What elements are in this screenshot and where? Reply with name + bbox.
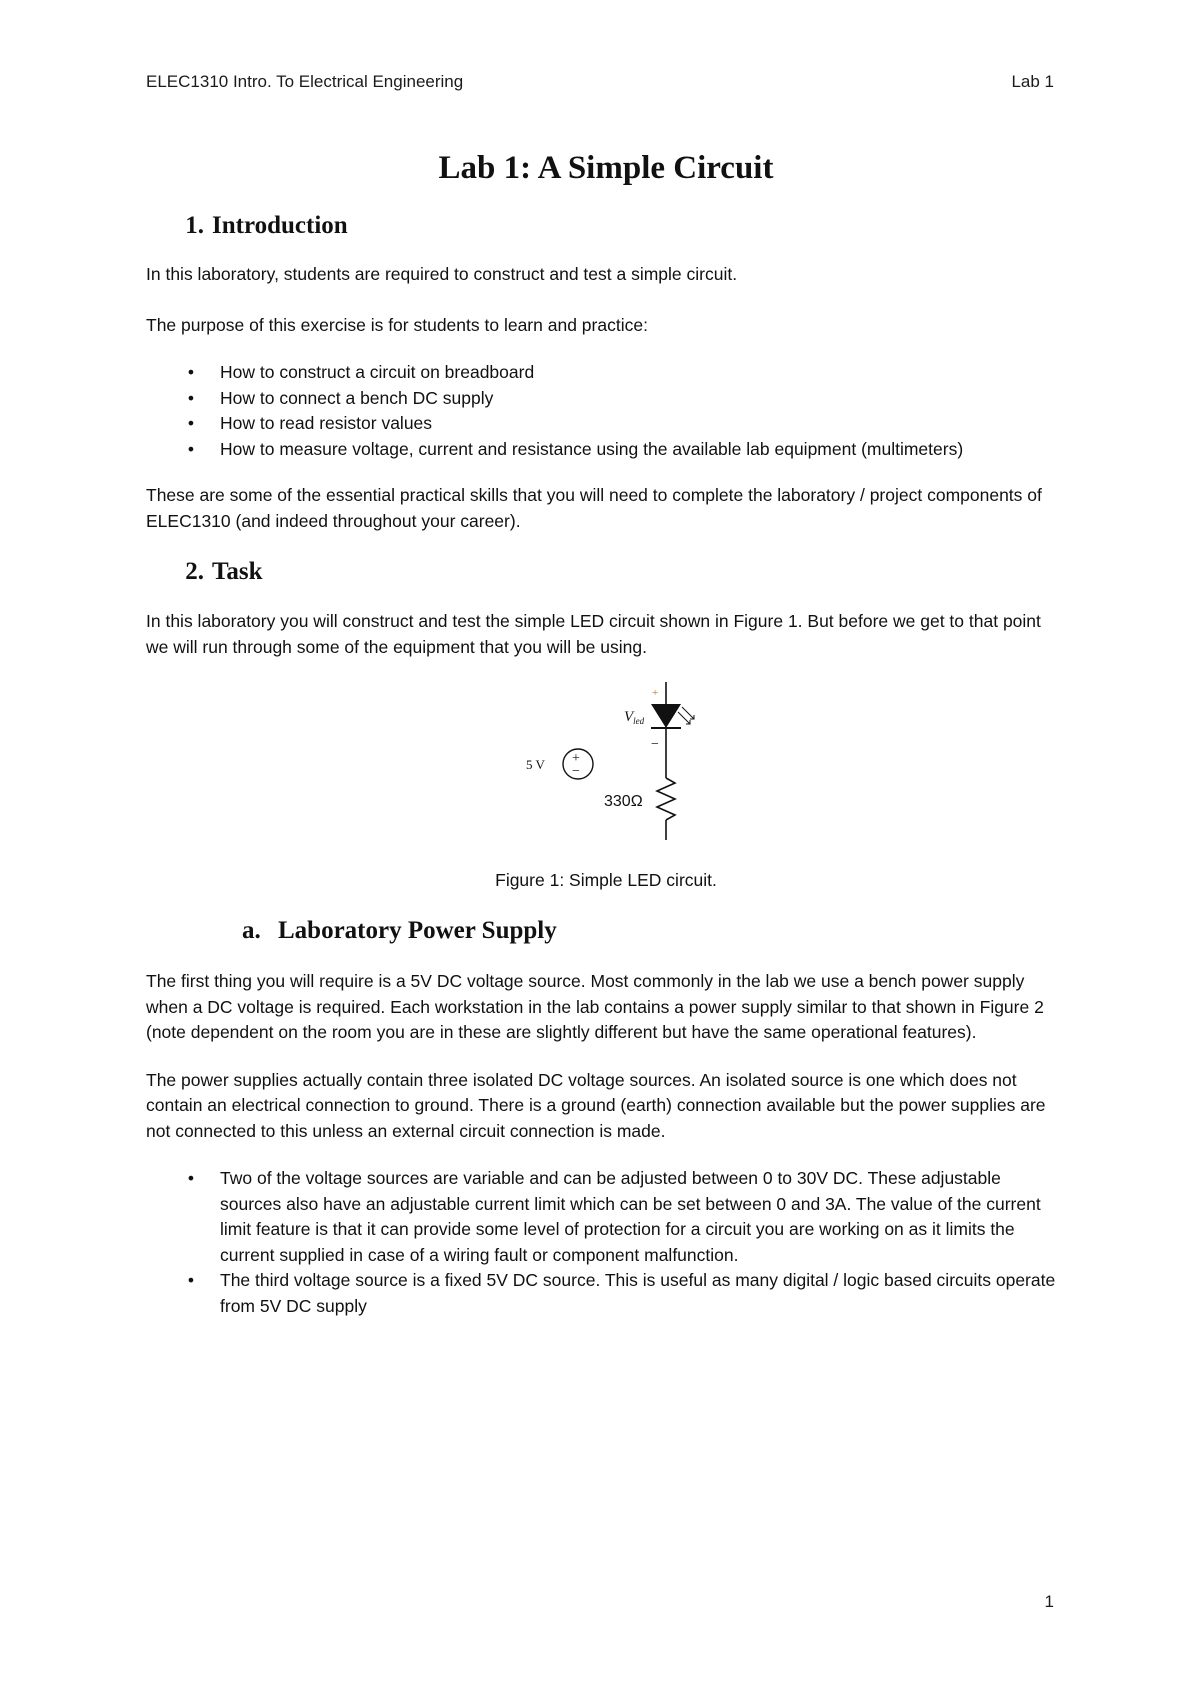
- intro-paragraph-2: The purpose of this exercise is for students to learn and practice:: [146, 314, 648, 335]
- list-item: • The third voltage source is a fixed 5V DC source. This is useful as many digital / logic based circuits operate from 5V DC supply: [146, 1268, 1066, 1319]
- source-plus-label: +: [572, 751, 580, 766]
- list-item: • How to read resistor values: [146, 411, 1066, 437]
- section-introduction-heading: [146, 210, 1066, 242]
- resistor-icon: [657, 778, 675, 820]
- intro-bullet-list: [146, 360, 1066, 462]
- resistor-label: 330Ω: [604, 793, 643, 810]
- led-voltage-label: $V_{led}$: [624, 709, 645, 726]
- list-item: • How to connect a bench DC supply: [146, 386, 1066, 412]
- source-minus-label: −: [572, 764, 580, 779]
- running-header: [146, 72, 1054, 92]
- bullet-icon: •: [187, 1270, 195, 1290]
- list-item: • Two of the voltage sources are variable and can be adjusted between 0 to 30V DC. These adjustable sources also have an adjustable current limit which can be set between 0 and 3A. The value of the current limit feature is that it can provide some level of protection for a circuit you are working on as it limits the current supplied in case of a wiring fault or component malfunction.: [146, 1166, 1066, 1268]
- intro-paragraph-1: In this laboratory, students are required to construct and test a simple circuit.: [146, 264, 738, 284]
- header-lab-label: Lab 1: [1011, 72, 1054, 91]
- section-title: Task: [212, 558, 263, 585]
- list-item: • How to construct a circuit on breadboard: [146, 360, 1066, 386]
- power-paragraph-1: The first thing you will require is a 5V DC voltage source. Most commonly in the lab we use a bench power supply when a DC voltage is required. Each workstation in the lab contains a power supply similar to that shown in Figure 2 (note dependent on the room you are in these are slightly different but have the same operational features).: [146, 971, 1044, 1042]
- bullet-icon: •: [187, 362, 195, 382]
- power-paragraph-2: The power supplies actually contain three isolated DC voltage sources. An isolated source is one which does not contain an electrical connection to ground. There is a ground (earth) connection available but the power supplies are not connected to this unless an external circuit connection is made.: [146, 1069, 1046, 1141]
- figure-led-circuit: [146, 676, 1066, 856]
- section-number: 2.: [185, 558, 204, 585]
- figure-caption: Figure 1: Simple LED circuit.: [495, 870, 717, 890]
- bullet-icon: •: [187, 387, 195, 408]
- source-voltage-label: 5 V: [526, 757, 545, 772]
- subsection-letter: a.: [242, 917, 261, 944]
- intro-paragraph-3: These are some of the essential practical skills that you will need to complete the laboratory / project components of ELEC1310 (and indeed throughout your career).: [146, 485, 1042, 531]
- led-icon: [651, 704, 681, 728]
- section-number: 1.: [185, 212, 204, 239]
- document-title: Lab 1: A Simple Circuit: [438, 150, 774, 186]
- document-body: [146, 146, 1066, 1319]
- bullet-icon: •: [187, 438, 195, 459]
- power-bullet-list: [146, 1166, 1066, 1319]
- section-title: Introduction: [212, 212, 348, 239]
- list-item: • How to measure voltage, current and resistance using the available lab equipment (multimeters): [146, 437, 1066, 463]
- bullet-icon: •: [187, 1168, 195, 1188]
- circuit-schematic: [516, 676, 726, 856]
- section-task-heading: [146, 556, 1066, 588]
- header-course-title: ELEC1310 Intro. To Electrical Engineering: [146, 72, 464, 91]
- subsection-power-supply-heading: [146, 915, 1066, 947]
- bullet-icon: •: [187, 413, 195, 433]
- led-minus-label: −: [651, 737, 659, 752]
- task-paragraph-1: In this laboratory you will construct and test the simple LED circuit shown in Figure 1. But before we get to that point we will run through some of the equipment that you will be using.: [146, 611, 1041, 657]
- subsection-title: Laboratory Power Supply: [278, 917, 557, 944]
- page-number: 1: [1044, 1592, 1054, 1611]
- led-plus-label: +: [652, 687, 659, 699]
